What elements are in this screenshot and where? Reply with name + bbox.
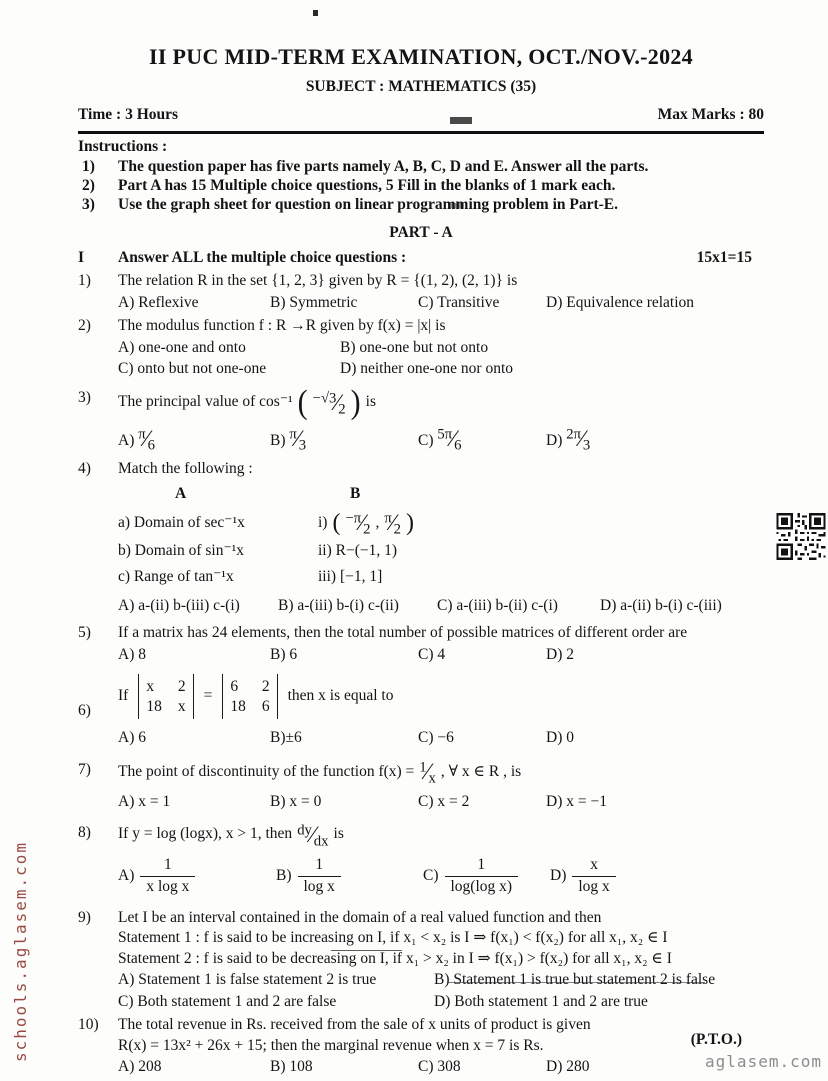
option-a: A) 208 [118, 1058, 162, 1076]
option-b: B)±6 [270, 728, 302, 746]
question-number: 9) [78, 908, 91, 926]
question-10 [78, 1015, 764, 1077]
options-row [118, 293, 764, 313]
subject-title: SUBJECT : MATHEMATICS (35) [305, 78, 537, 96]
determinant-left: x 2 18 x [138, 674, 193, 719]
question-6 [78, 674, 764, 748]
option-c: C) 1 log(log x) [423, 856, 550, 896]
match-row-c [118, 567, 764, 587]
options-row [118, 856, 764, 896]
statement-1: Statement 1 : f is said to be increasing on I, if x₁ < x₂ is I ⇒ f(x₁) < f(x₂) for all x₁, x₂ ∈ I [118, 929, 668, 947]
watermark-left: schools.aglasem.com [11, 840, 30, 1062]
match-column-headers [118, 484, 764, 504]
question-text-pre: The principal value of cos⁻¹ [118, 393, 293, 411]
match-right: i) ( −π⁄2 , π⁄2 ) [318, 509, 415, 538]
instruction-item [78, 177, 764, 196]
equals-sign: = [203, 687, 213, 705]
question-text-pre: If y = log (logx), x > 1, then [118, 825, 293, 843]
question-number: 2) [78, 317, 91, 335]
options-row [118, 338, 764, 358]
option-b: B) one-one but not onto [340, 338, 489, 356]
left-paren: ( [297, 383, 308, 421]
section-roman-numeral: I [78, 248, 85, 266]
option-a: A) Reflexive [118, 293, 199, 311]
mcq-section-heading [78, 248, 764, 268]
qr-code [776, 513, 826, 560]
right-paren: ) [406, 509, 415, 536]
question-3 [78, 383, 764, 453]
question-number: 4) [78, 460, 91, 478]
determinant-right: 6 2 18 6 [222, 674, 277, 719]
option-d: D) x = −1 [546, 792, 607, 810]
option-d: D) a-(ii) b-(i) c-(iii) [600, 596, 722, 614]
right-paren: ) [350, 383, 361, 421]
instruction-number: 2) [82, 176, 95, 194]
option-d: D) 2π⁄3 [546, 425, 591, 453]
option-b: B) 108 [270, 1058, 313, 1076]
option-d: D) Both statement 1 and 2 are true [434, 992, 648, 1010]
option-c: C) Transitive [418, 293, 500, 311]
match-left: a) Domain of sec⁻¹x [118, 513, 245, 531]
option-d: D) neither one-one nor onto [340, 360, 514, 378]
question-9 [78, 908, 764, 1012]
page-title: II PUC MID-TERM EXAMINATION, OCT./NOV.-2024 [149, 44, 693, 69]
question-text: The modulus function f : R →R given by f(x) = |x| is [118, 317, 446, 335]
options-row [118, 792, 764, 812]
option-a: A) x = 1 [118, 792, 171, 810]
option-a: A) 1 x log x [118, 856, 276, 896]
pto-label: (P.T.O.) [690, 1031, 742, 1048]
column-b-header: B [350, 485, 361, 503]
option-c: C) Both statement 1 and 2 are false [118, 992, 337, 1010]
watermark-bottom: aglasem.com [705, 1052, 822, 1071]
option-c: C) a-(iii) b-(ii) c-(i) [437, 596, 558, 614]
option-d: D) 0 [546, 728, 574, 746]
options-row [118, 596, 764, 616]
option-a: A) a-(ii) b-(iii) c-(i) [118, 596, 240, 614]
question-7 [78, 760, 764, 812]
question-number: 7) [78, 761, 91, 779]
instruction-number: 1) [82, 157, 95, 175]
instruction-text: The question paper has five parts namely A, B, C, D and E. Answer all the parts. [118, 157, 649, 175]
question-line-1: Let I be an interval contained in the domain of a real valued function and then [118, 908, 602, 926]
question-text [118, 674, 764, 719]
question-2 [78, 316, 764, 379]
options-row [118, 970, 764, 990]
question-number: 8) [78, 824, 91, 842]
part-a-heading: PART - A [389, 224, 453, 242]
match-row-b [118, 541, 764, 561]
cos-inverse-fraction: −√3⁄2 [312, 390, 346, 418]
question-text-post: is [333, 825, 344, 843]
option-c: C) 4 [418, 645, 446, 663]
option-d: D) 280 [546, 1058, 590, 1076]
option-c: C) 308 [418, 1058, 461, 1076]
option-c: C) −6 [418, 728, 454, 746]
options-row [118, 992, 764, 1012]
question-number: 6) [78, 702, 91, 720]
question-1 [78, 271, 764, 313]
statement-2: Statement 2 : f is said to be decreasing on I, if x₁ > x₂ in I ⇒ f(x₁) > f(x₂) for all x₁, x₂ ∈ I [118, 949, 764, 969]
match-left: b) Domain of sin⁻¹x [118, 541, 245, 559]
option-c: C) x = 2 [418, 792, 470, 810]
question-number: 3) [78, 388, 91, 406]
question-text-pre: The point of discontinuity of the function f(x) = [118, 762, 415, 780]
question-text-post: , ∀ x ∈ R , is [440, 762, 522, 780]
question-8 [78, 823, 764, 896]
section-instruction: Answer ALL the multiple choice questions : [118, 248, 407, 266]
option-d: D) x log x [550, 856, 764, 896]
question-text-pre: If [118, 687, 129, 705]
options-row [118, 427, 764, 451]
dy-dx-fraction: dy⁄dx [297, 822, 329, 850]
option-a: A) one-one and onto [118, 338, 246, 356]
question-text-post: then x is equal to [287, 687, 394, 705]
question-4 [78, 459, 764, 616]
question-line-1: The total revenue in Rs. received from the sale of x units of product is given [118, 1016, 591, 1034]
option-c: C) onto but not one-one [118, 360, 267, 378]
divider-rule [78, 131, 764, 134]
one-over-x-fraction: 1⁄x [419, 759, 436, 787]
instruction-number: 3) [82, 195, 95, 213]
option-a: A) 6 [118, 728, 146, 746]
instruction-text: Part A has 15 Multiple choice questions, 5 Fill in the blanks of 1 mark each. [118, 176, 616, 194]
option-b: B) π⁄3 [270, 425, 307, 453]
option-d: D) 2 [546, 645, 574, 663]
option-b: B) Symmetric [270, 293, 358, 311]
question-5 [78, 623, 764, 665]
option-a: A) 8 [118, 645, 146, 663]
option-b: B) Statement 1 is true but statement 2 is false [434, 970, 764, 990]
column-a-header: A [175, 485, 187, 503]
instruction-item [78, 196, 764, 215]
question-text-post: is [365, 393, 376, 411]
question-line-2: R(x) = 13x² + 26x + 15; then the marginal revenue when x = 7 is Rs. [118, 1036, 544, 1054]
instruction-item [78, 158, 764, 177]
question-number: 10) [78, 1016, 99, 1034]
options-row [118, 359, 764, 379]
question-text [118, 759, 764, 787]
option-b: B) 1 log x [276, 856, 423, 896]
instruction-text: Use the graph sheet for question on linear programming problem in Part-E. [118, 195, 619, 213]
question-text: The relation R in the set {1, 2, 3} given by R = {(1, 2), (2, 1)} is [118, 272, 518, 290]
instructions-heading: Instructions : [78, 137, 168, 155]
question-text [118, 822, 764, 850]
question-number: 1) [78, 272, 91, 290]
option-d: D) Equivalence relation [546, 293, 695, 311]
question-text: Match the following : [118, 460, 253, 478]
options-row [118, 645, 764, 665]
option-c: C) 5π⁄6 [418, 425, 462, 453]
options-row [118, 1057, 764, 1077]
left-paren: ( [332, 509, 341, 536]
question-text [118, 383, 764, 421]
section-marks: 15x1=15 [696, 248, 752, 266]
option-b: B) 6 [270, 645, 298, 663]
time-marks-row [78, 105, 764, 125]
match-right: iii) [−1, 1] [318, 568, 383, 586]
option-a: A) π⁄6 [118, 425, 155, 453]
option-b: B) x = 0 [270, 792, 322, 810]
match-left: c) Range of tan⁻¹x [118, 568, 234, 586]
options-row [118, 728, 764, 748]
max-marks-label: Max Marks : 80 [657, 106, 764, 124]
match-right: ii) R−(−1, 1) [318, 541, 398, 559]
match-row-a [118, 509, 764, 538]
question-number: 5) [78, 624, 91, 642]
option-b: B) a-(iii) b-(i) c-(ii) [278, 596, 399, 614]
option-a: A) Statement 1 is false statement 2 is true [118, 971, 377, 989]
question-text: If a matrix has 24 elements, then the total number of possible matrices of different order are [118, 624, 688, 642]
time-label: Time : 3 Hours [78, 106, 179, 124]
